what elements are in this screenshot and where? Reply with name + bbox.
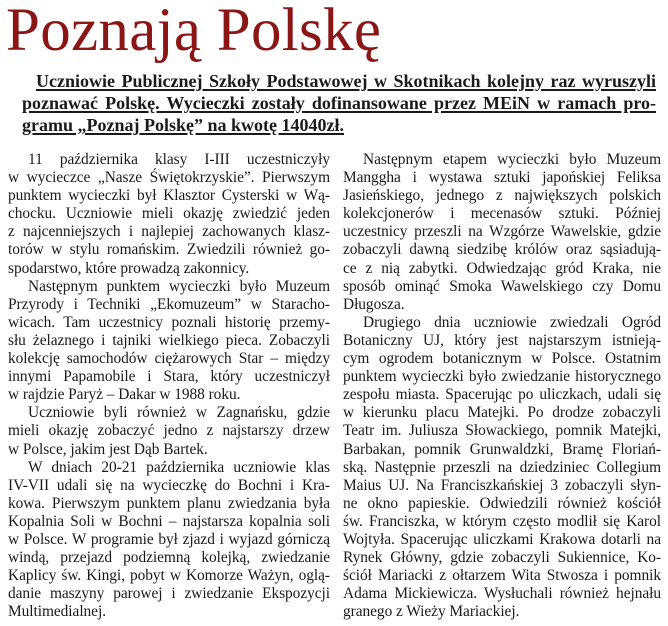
text-line: św. Franciszka, w którym często modlił się Karol (343, 512, 661, 530)
text-line: Rynek Główny, gdzie zobaczyli Sukiennice, Ko- (343, 549, 661, 567)
paragraph (343, 151, 661, 314)
paragraph (8, 151, 330, 278)
text-line: Manggha i wystawa sztuki japońskiej Feliksa (343, 169, 661, 187)
text-line: mieli okazję zobaczyć jedno z najstarszy drzew (8, 422, 330, 440)
paragraph (8, 459, 330, 622)
text-line: punktem wycieczki było zwiedzanie historycznego (343, 368, 661, 386)
text-line: z najcenniejszych i najlepiej zachowanych klasz- (8, 223, 330, 241)
paragraph (8, 404, 330, 458)
text-line: innymi Papamobile i Stara, który uczestniczył (8, 368, 330, 386)
text-line: W dniach 20-21 października uczniowie klas (28, 458, 330, 476)
text-line: słu żelaznego i tajniki wielkiego pieca. Zobaczyli (8, 331, 330, 349)
text-line: w Polsce. W programie był zjazd i wyjazd górniczą (8, 530, 330, 548)
text-line: w Polsce, jakim jest Dąb Bartek. (8, 440, 208, 458)
text-line: 11 października klasy I-III uczestniczyły (28, 151, 330, 168)
text-line: windą, przejazd podziemną kolejką, zwiedzanie (8, 549, 330, 567)
text-line: torów w stylu romańskim. Zwiedzili również go- (8, 241, 330, 259)
text-line: wicach. Tam uczestnicy poznali historię przemy- (8, 313, 330, 331)
text-line: kowa. Pierwszym punktem planu zwiedzania była (8, 494, 330, 512)
text-line: ne okno papieskie. Odwiedzili również kościół (343, 494, 661, 512)
paragraph (343, 314, 661, 622)
text-line: w kierunku placu Matejki. Po drodze zobaczyli (343, 404, 661, 422)
lede-line: Uczniowie Publicznej Szkoły Podstawowej w Skotnikach kolejny raz wyruszyli (36, 71, 656, 91)
text-line: Przyrody i Techniki „Ekomuzeum” w Staracho- (8, 295, 330, 313)
text-line: Multimedialnej. (8, 603, 106, 621)
text-line: cym ogrodem botanicznym w Polsce. Ostatnim (343, 350, 661, 368)
text-line: Długosza. (343, 295, 405, 313)
text-line: IV-VII udali się na wycieczkę do Bochni i Kra- (8, 476, 330, 494)
paragraph (8, 278, 330, 405)
text-line: Uczniowie byli również w Zagnańsku, gdzie (28, 404, 330, 422)
text-line: zespołu miasta. Spacerując po uliczkach, udali się (343, 386, 661, 404)
text-line: kolekcję samochodów ciężarowych Star – między (8, 350, 330, 368)
text-line: Teatr im. Juliusza Słowackiego, pomnik Matejki, (343, 422, 661, 440)
text-line: w wycieczce „Nasze Świętokrzyskie”. Pierwszym (8, 169, 330, 187)
text-line: w rajdzie Paryż – Dakar w 1988 roku. (8, 386, 241, 404)
text-line: Barbakan, pomnik Grunwaldzki, Bramę Floriań- (343, 440, 661, 458)
lede-line: gramu „Poznaj Polskę” na kwotę 14040zł. (22, 115, 344, 135)
text-line: uczestnicy przeszli na Wzgórze Wawelskie, gdzie (343, 223, 661, 241)
text-line: Następnym etapem wycieczki było Muzeum (363, 151, 661, 168)
text-line: ściół Mariacki z ołtarzem Wita Stwosza i pomnik (343, 567, 661, 585)
text-line: kolekcjonerów i mecenasów sztuki. Później (343, 205, 661, 223)
text-line: Wojtyła. Spacerując uliczkami Krakowa dotarli na (343, 530, 661, 548)
text-line: ską. Następnie przeszli na dziedziniec Collegium (343, 458, 661, 476)
text-line: Adama Mickiewicza. Wysłuchali również hejnału (343, 585, 661, 603)
text-line: Kaplicy św. Kingi, pobyt w Komorze Ważyn, oglą- (8, 567, 330, 585)
text-line: Jasieńskiego, jednego z największych polskich (343, 187, 661, 205)
right-column (343, 151, 661, 621)
text-line: Botaniczny UJ, który jest najstarszym istnieją- (343, 331, 661, 349)
text-line: Drugiego dnia uczniowie zwiedzali Ogród (363, 313, 661, 331)
text-line: granego z Wieży Mariackiej. (343, 603, 520, 621)
text-line: spodarstwo, które prowadzą zakonnicy. (8, 259, 250, 277)
text-line: Maius UJ. Na Franciszkańskiej 3 zobaczyli słyn- (343, 476, 661, 494)
lede-line: poznawać Polskę. Wycieczki zostały dofinansowane przez MEiN w ramach pro- (22, 93, 656, 113)
text-line: zobaczyli dawną siedzibę królów oraz sąsiadują- (343, 241, 661, 259)
text-line: danie maszyny parowej i zwiedzanie Ekspozycji (8, 585, 330, 603)
text-line: punktem wycieczki był Klasztor Cysterski w Wą- (8, 187, 330, 205)
text-line: Kopalnia Soli w Bochni – najstarsza kopalnia soli (8, 512, 330, 530)
left-column (8, 151, 330, 621)
text-line: chocku. Uczniowie mieli okazję zwiedzić jeden (8, 205, 330, 223)
article-lede (22, 70, 656, 136)
text-line: sposób ominąć Smoka Wawelskiego czy Domu (343, 277, 661, 295)
article-title: Poznają Polskę (6, 0, 382, 64)
text-line: Następnym punktem wycieczki było Muzeum (28, 277, 330, 295)
text-line: ce z nią zabytki. Odwiedzając gród Kraka, nie (343, 259, 661, 277)
